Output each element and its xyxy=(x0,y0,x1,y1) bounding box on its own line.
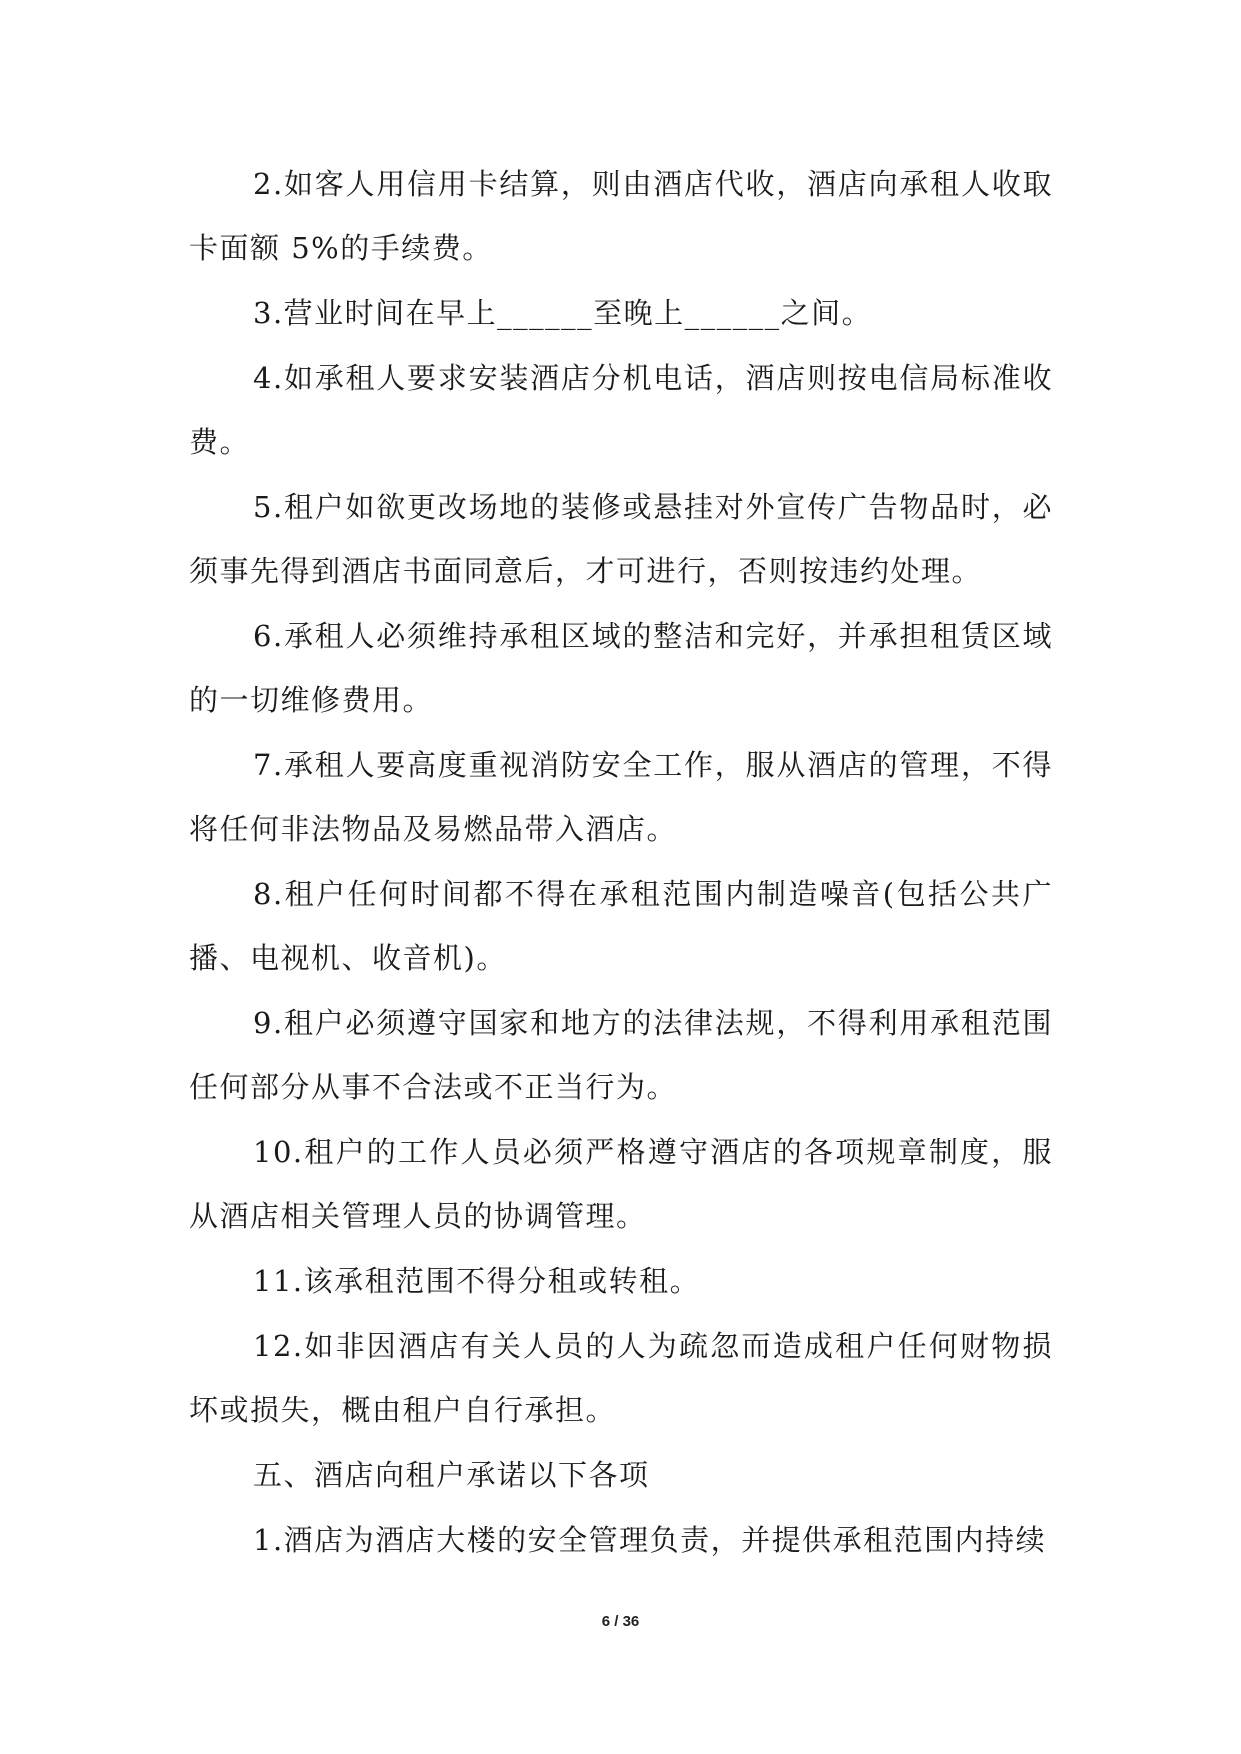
paragraph-legal-compliance: 9.租户必须遵守国家和地方的法律法规，不得利用承租范围任何部分从事不合法或不正当行为。 xyxy=(189,1006,1053,1104)
paragraph-security-management: 1.酒店为酒店大楼的安全管理负责，并提供承租范围内持续 xyxy=(253,1523,1047,1557)
paragraph-extension-phone: 4.如承租人要求安装酒店分机电话，酒店则按电信局标准收费。 xyxy=(189,361,1053,459)
paragraph-fire-safety: 7.承租人要高度重视消防安全工作，服从酒店的管理，不得将任何非法物品及易燃品带入酒店。 xyxy=(189,748,1053,846)
paragraph-maintenance: 6.承租人必须维持承租区域的整洁和完好，并承担租赁区域的一切维修费用。 xyxy=(189,619,1053,717)
section-heading-hotel-commitments: 五、酒店向租户承诺以下各项 xyxy=(253,1458,650,1492)
page-number: 6 / 36 xyxy=(601,1613,640,1630)
paragraph-credit-card-fee: 2.如客人用信用卡结算，则由酒店代收，酒店向承租人收取卡面额 5%的手续费。 xyxy=(189,167,1053,265)
paragraph-loss-liability: 12.如非因酒店有关人员的人为疏忽而造成租户任何财物损坏或损失，概由租户自行承担。 xyxy=(189,1329,1053,1427)
paragraph-renovation-advertising: 5.租户如欲更改场地的装修或悬挂对外宣传广告物品时，必须事先得到酒店书面同意后，才可进行，否则按违约处理。 xyxy=(189,490,1053,588)
paragraph-no-sublet: 11.该承租范围不得分租或转租。 xyxy=(253,1264,701,1298)
document-body xyxy=(189,152,1053,1573)
paragraph-staff-rules: 10.租户的工作人员必须严格遵守酒店的各项规章制度，服从酒店相关管理人员的协调管理。 xyxy=(189,1135,1053,1233)
paragraph-business-hours: 3.营业时间在早上______至晚上______之间。 xyxy=(253,296,873,330)
paragraph-noise: 8.租户任何时间都不得在承租范围内制造噪音(包括公共广播、电视机、收音机)。 xyxy=(189,877,1053,975)
